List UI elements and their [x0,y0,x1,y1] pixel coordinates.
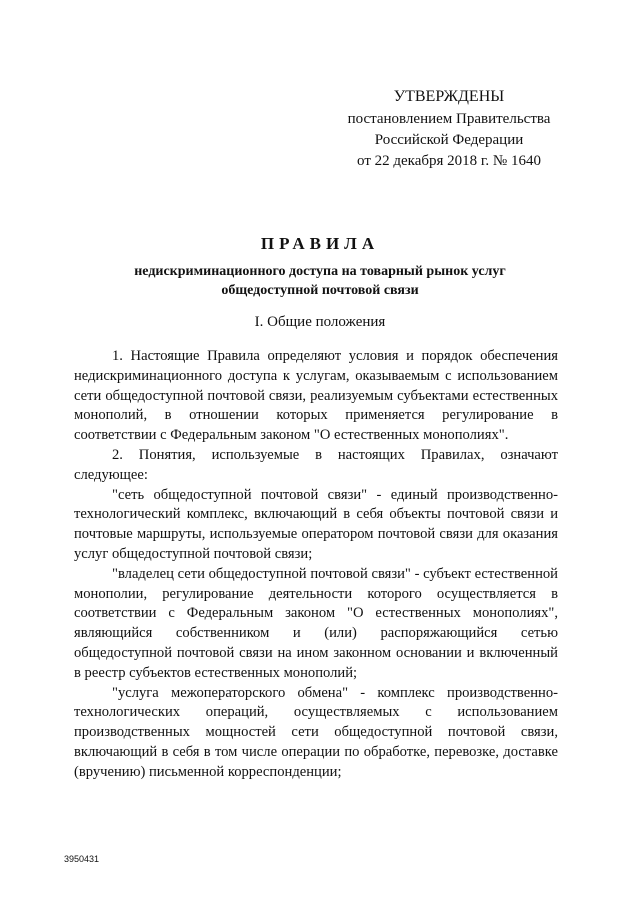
approval-heading: УТВЕРЖДЕНЫ [393,88,505,105]
approval-line-1: постановлением Правительства [347,111,551,127]
approval-line-3: от 22 декабря 2018 г. № 1640 [357,153,541,169]
document-title: ПРАВИЛА [260,234,380,253]
document-subtitle [100,262,540,300]
paragraph-2: 2. Понятия, используемые в настоящих Правилах, означают следующее: [74,446,558,483]
definition-interoperator-service: "услуга межоператорского обмена" - комплекс производственно-технологических операций, осуществляемых с использованием производственных мощностей сети общедоступной почтовой связи, включающий в себя в том числе операции по обработке, перевозке, доставке (вручению) письменной корреспонденции; [74,684,558,780]
subtitle-line-1: недискриминационного доступа на товарный рынок услуг [134,264,506,279]
document-body [74,347,558,783]
definition-network-owner: "владелец сети общедоступной почтовой связи" - субъект естественной монополии, регулирование деятельности которого осуществляется в соответствии с Федеральным законом "О естественных монополиях", являющийся собственником и (или) распоряжающийся сетью общедоступной почтовой связи на ином законном основании и включенный в реестр субъектов естественных монополий; [74,565,558,681]
paragraph-1: 1. Настоящие Правила определяют условия и порядок обеспечения недискриминационного доступа к услугам, оказываемым с использованием сети общедоступной почтовой связи, реализуемым субъектами естественных монополий, в отношении которых применяется регулирование в соответствии с Федеральным законом "О естественных монополиях". [74,348,558,444]
footer-document-code: 3950431 [64,854,100,864]
approval-line-2: Российской Федерации [374,132,524,148]
subtitle-line-2: общедоступной почтовой связи [221,283,419,298]
section-heading: I. Общие положения [254,314,386,330]
approval-block [318,86,580,172]
definition-postal-network: "сеть общедоступной почтовой связи" - единый производственно-технологический комплекс, включающий в себя объекты почтовой связи и почтовые маршруты, используемые оператором почтовой связи для оказания услуг общедоступной почтовой связи; [74,486,558,562]
